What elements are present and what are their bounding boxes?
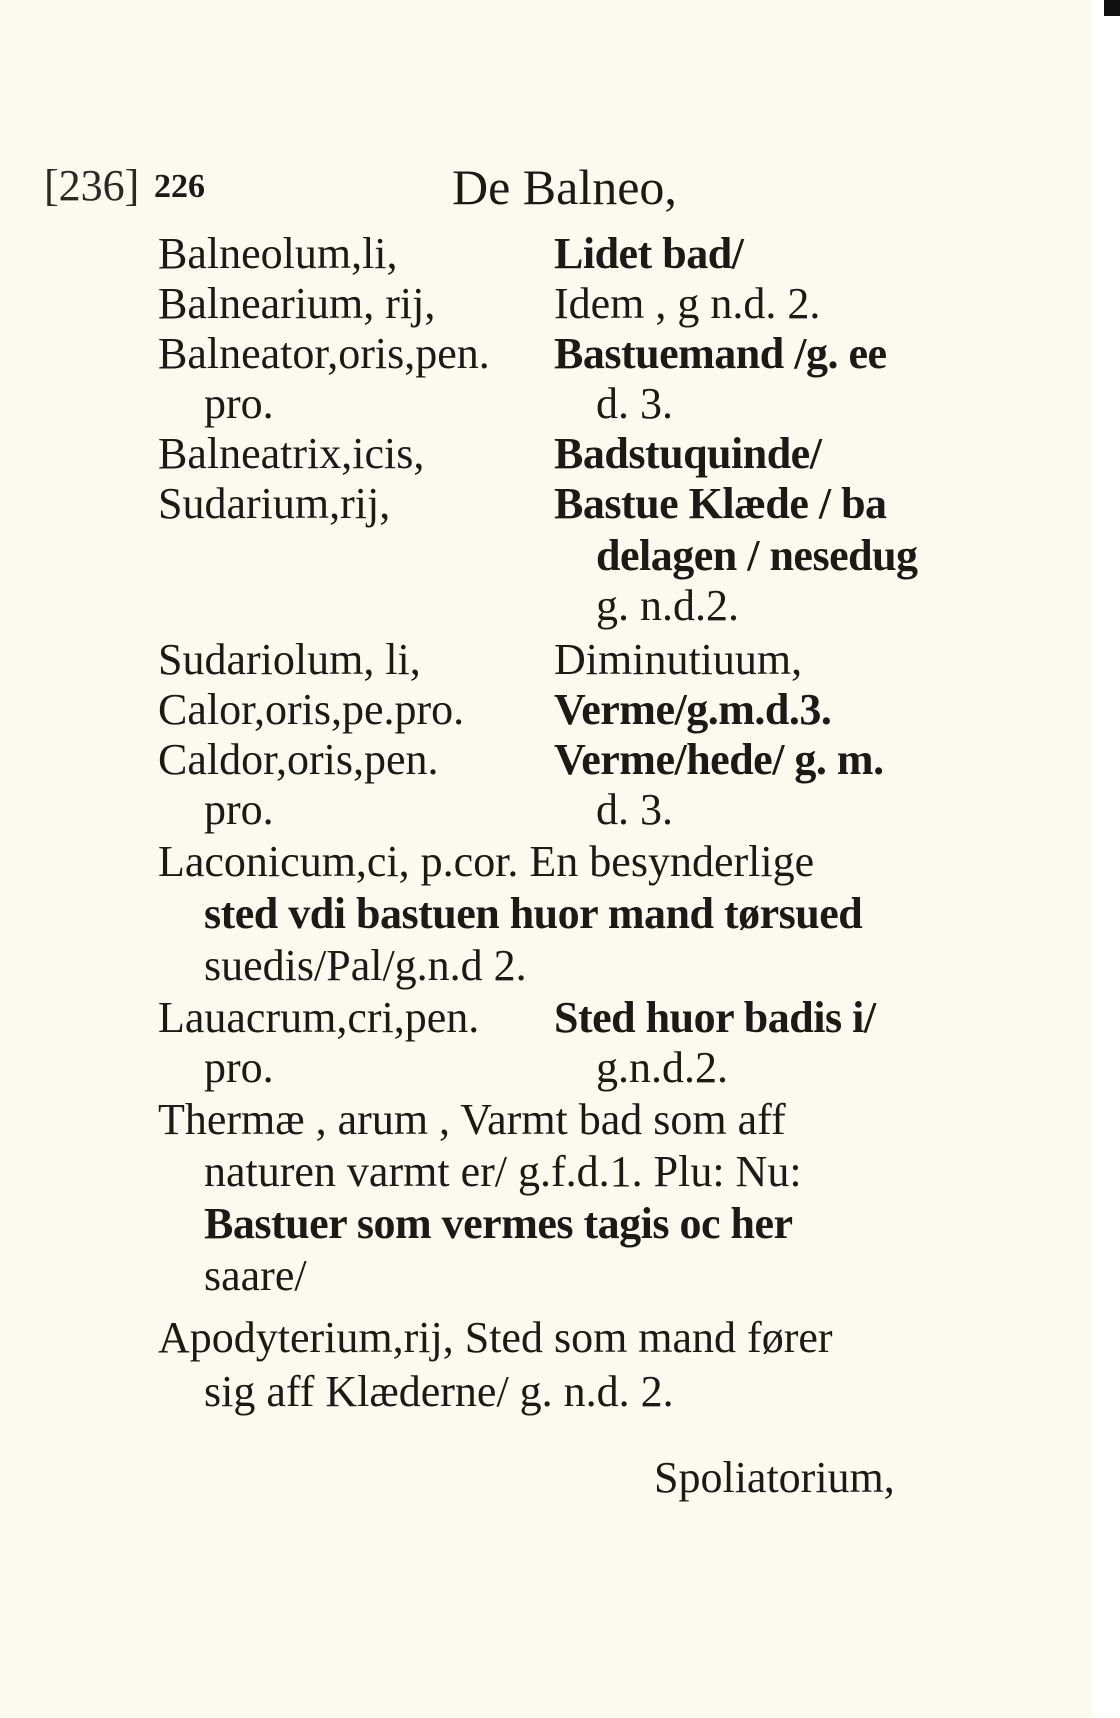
page-header <box>0 158 1000 218</box>
entry-line-continuation: sig aff Klæderne/ g. n.d. 2. <box>204 1367 674 1416</box>
danish-gloss: Sted huor badis i/ <box>554 993 876 1042</box>
running-title: De Balneo, <box>452 159 677 215</box>
danish-gloss: Bastue Klæde / ba <box>554 479 887 528</box>
danish-gloss-continuation: g.n.d.2. <box>596 1043 728 1092</box>
danish-gloss: Bastuemand /g. ee <box>554 329 887 378</box>
entry-line-continuation: saare/ <box>204 1251 307 1300</box>
catchword: Spoliatorium, <box>654 1453 895 1502</box>
latin-term: Sudarium,rij, <box>158 479 391 528</box>
entry-line: Laconicum,ci, p.cor. En besynderlige <box>158 837 815 886</box>
entry-line-continuation: sted vdi bastuen huor mand tørsued <box>204 889 863 938</box>
entry-line: Thermæ , arum , Varmt bad som aff <box>158 1095 786 1144</box>
original-page-number: 226 <box>154 168 205 205</box>
danish-gloss-continuation: delagen / nesedug <box>596 531 918 580</box>
entry-line-continuation: suedis/Pal/g.n.d 2. <box>204 941 527 990</box>
latin-term: Balnearium, rij, <box>158 279 436 328</box>
latin-term-continuation: pro. <box>204 1043 274 1092</box>
latin-term: Caldor,oris,pen. <box>158 735 439 784</box>
latin-term: Balneolum,li, <box>158 229 398 278</box>
danish-gloss: Diminutiuum, <box>554 635 803 684</box>
danish-gloss: Verme/hede/ g. m. <box>554 735 884 784</box>
latin-term: Balneatrix,icis, <box>158 429 425 478</box>
latin-term-continuation: pro. <box>204 785 274 834</box>
danish-gloss-continuation: g. n.d.2. <box>596 581 739 630</box>
entry-line-continuation: Bastuer som vermes tagis oc her <box>204 1199 793 1248</box>
danish-gloss: Idem , g n.d. 2. <box>554 279 821 328</box>
folio-number: [236] <box>44 161 140 210</box>
danish-gloss-continuation: d. 3. <box>596 379 673 428</box>
latin-term: Balneator,oris,pen. <box>158 329 490 378</box>
danish-gloss: Lidet bad/ <box>554 229 744 278</box>
danish-gloss-continuation: d. 3. <box>596 785 673 834</box>
entry-line-continuation: naturen varmt er/ g.f.d.1. Plu: Nu: <box>204 1147 802 1196</box>
latin-term: Lauacrum,cri,pen. <box>158 993 480 1042</box>
entry-line: Apodyterium,rij, Sted som mand fører <box>158 1313 833 1362</box>
latin-term-continuation: pro. <box>204 379 274 428</box>
scan-margin <box>1092 0 1120 1718</box>
danish-gloss: Verme/g.m.d.3. <box>554 685 832 734</box>
danish-gloss: Badstuquinde/ <box>554 429 822 478</box>
latin-term: Calor,oris,pe.pro. <box>158 685 465 734</box>
scan-corner-mark <box>1104 0 1120 16</box>
latin-term: Sudariolum, li, <box>158 635 421 684</box>
